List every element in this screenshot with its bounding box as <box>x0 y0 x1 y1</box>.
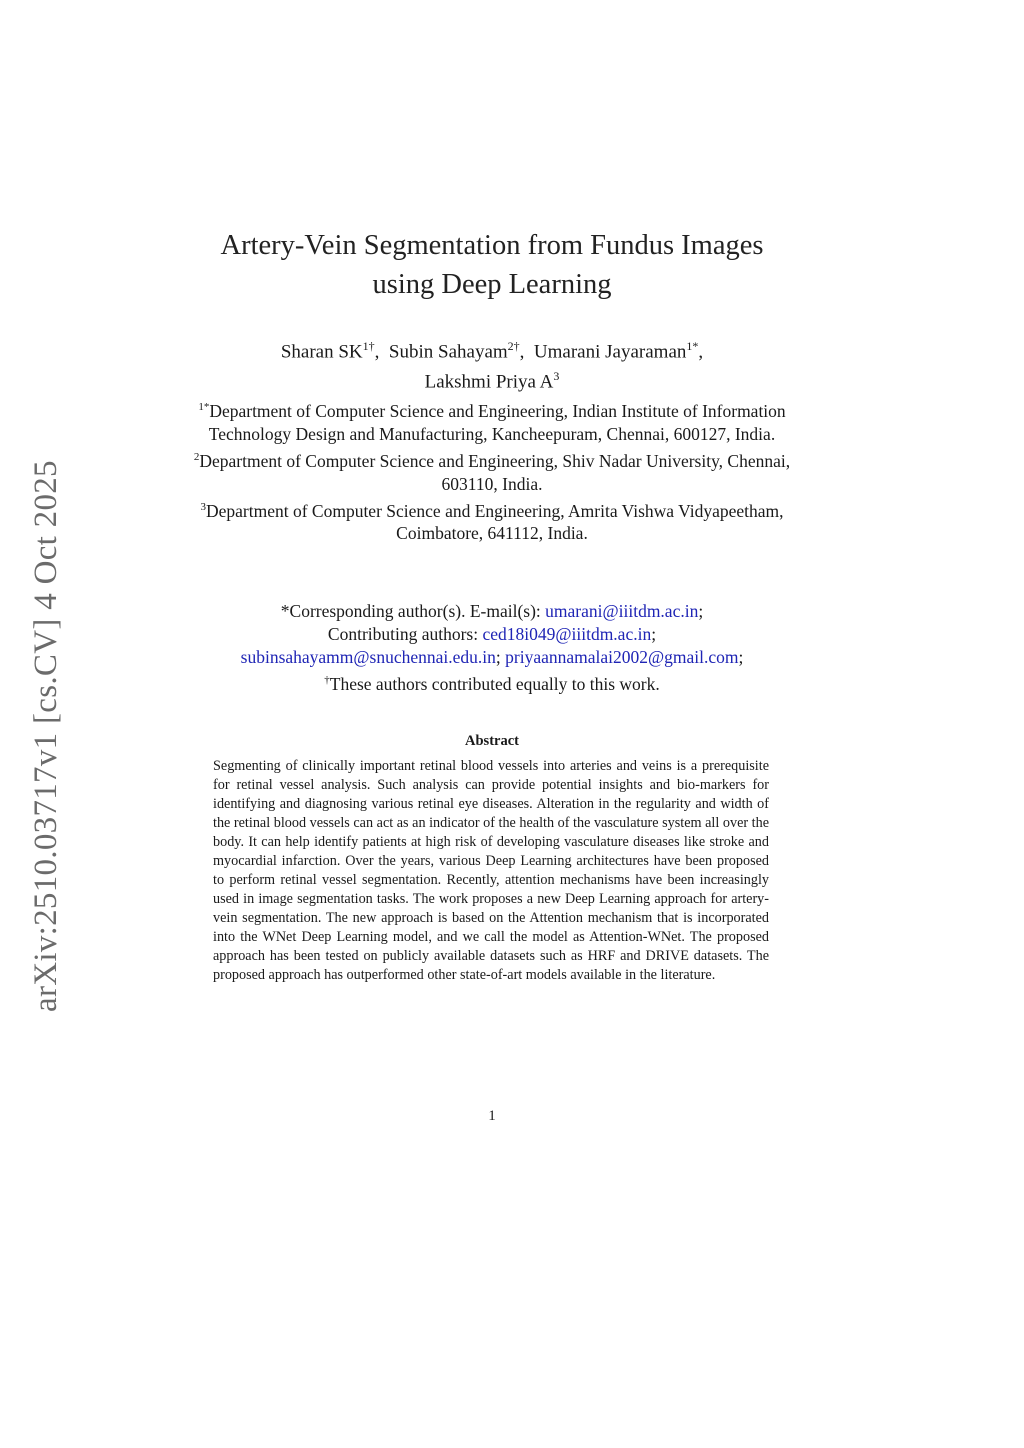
affiliation <box>180 396 804 446</box>
title-line-2: using Deep Learning <box>372 269 612 300</box>
affiliation-text: Department of Computer Science and Engineering, Shiv Nadar University, Chennai, 603110, India. <box>199 450 791 494</box>
author-mark: 1† <box>362 339 375 353</box>
title-line-1: Artery-Vein Segmentation from Fundus Images <box>220 230 764 261</box>
corresponding-email-link[interactable]: umarani@iiitdm.ac.in <box>545 601 699 621</box>
author-mark: 3 <box>553 369 560 384</box>
affiliation-mark: 3 <box>200 500 206 513</box>
author-name: Sharan SK <box>280 341 363 363</box>
contributing-email-link[interactable]: ced18i049@iiitdm.ac.in <box>482 624 652 644</box>
corresponding-label: *Corresponding author(s). E-mail(s): <box>280 601 541 621</box>
author-name: Umarani Jayaraman <box>533 341 687 363</box>
affiliation <box>180 446 804 496</box>
contact-block: *Corresponding author(s). E-mail(s): umarani@iiitdm.ac.in; Contributing authors: ced18i049@iiitdm.ac.in; subinsahayamm@snuchennai.edu.in; priyaannamalai2002@gmail.com; †These authors contributed equally to this work. <box>240 601 744 694</box>
affiliation-text: Department of Computer Science and Engineering, Indian Institute of Information Technology Design and Manufacturing, Kancheepuram, Chennai, 600127, India. <box>208 400 786 444</box>
author-mark: 2† <box>507 339 520 353</box>
page-number: 1 <box>488 1108 496 1124</box>
affiliation-text: Department of Computer Science and Engineering, Amrita Vishwa Vidyapeetham, Coimbatore, 641112, India. <box>205 500 784 544</box>
author-list: Sharan $SK^{1\dagger}$, Subin Sahayam$^{2\dagger}$, Umarani Jayaraman$^{1*}$, Lakshmi Priya $A^3$ <box>280 339 704 393</box>
abstract-body: Segmenting of clinically important retinal blood vessels into arteries and veins is a prerequisite for retinal vessel analysis. Such analysis can provide potential insights and bio-markers for identifying and diagnosing various retinal eye diseases. Alteration in the regularity and width of the retinal blood vessels can act as an indicator of the health of the vasculature system all over the body. It can help identify patients at high risk of developing vasculature diseases like stroke and myocardial infarction. Over the years, various Deep Learning architectures have been proposed to perform retinal vessel segmentation. Recently, attention mechanisms have been increasingly used in image segmentation tasks. The work proposes a new Deep Learning approach for artery-vein segmentation. The new approach is based on the Attention mechanism that is incorporated into the WNet Deep Learning model, and we call the model as Attention-WNet. The proposed approach has been tested on publicly available datasets such as HRF and DRIVE datasets. The proposed approach has outperformed other state-of-art models available in the literature. <box>213 758 769 983</box>
abstract-heading: Abstract <box>465 733 519 749</box>
author-name: Subin Sahayam <box>388 341 508 363</box>
equal-contribution-note: These authors contributed equally to this work. <box>329 673 660 694</box>
affiliation <box>180 496 804 546</box>
paper-title <box>180 226 804 304</box>
author-mark: 1* <box>686 339 699 353</box>
contributing-email-link[interactable]: priyaannamalai2002@gmail.com <box>505 647 739 667</box>
contributing-label: Contributing authors: <box>327 624 479 644</box>
affiliation-mark: 1* <box>198 401 210 413</box>
affiliation-list <box>180 396 804 545</box>
affiliation-mark: 2 <box>193 450 200 463</box>
dagger-mark: † <box>324 674 330 686</box>
arxiv-identifier-stamp: arXiv:2510.03717v1 [cs.CV] 4 Oct 2025 <box>28 460 64 1012</box>
author-name: Lakshmi Priya A <box>424 371 554 393</box>
contributing-email-link[interactable]: subinsahayamm@snuchennai.edu.in <box>240 647 496 667</box>
